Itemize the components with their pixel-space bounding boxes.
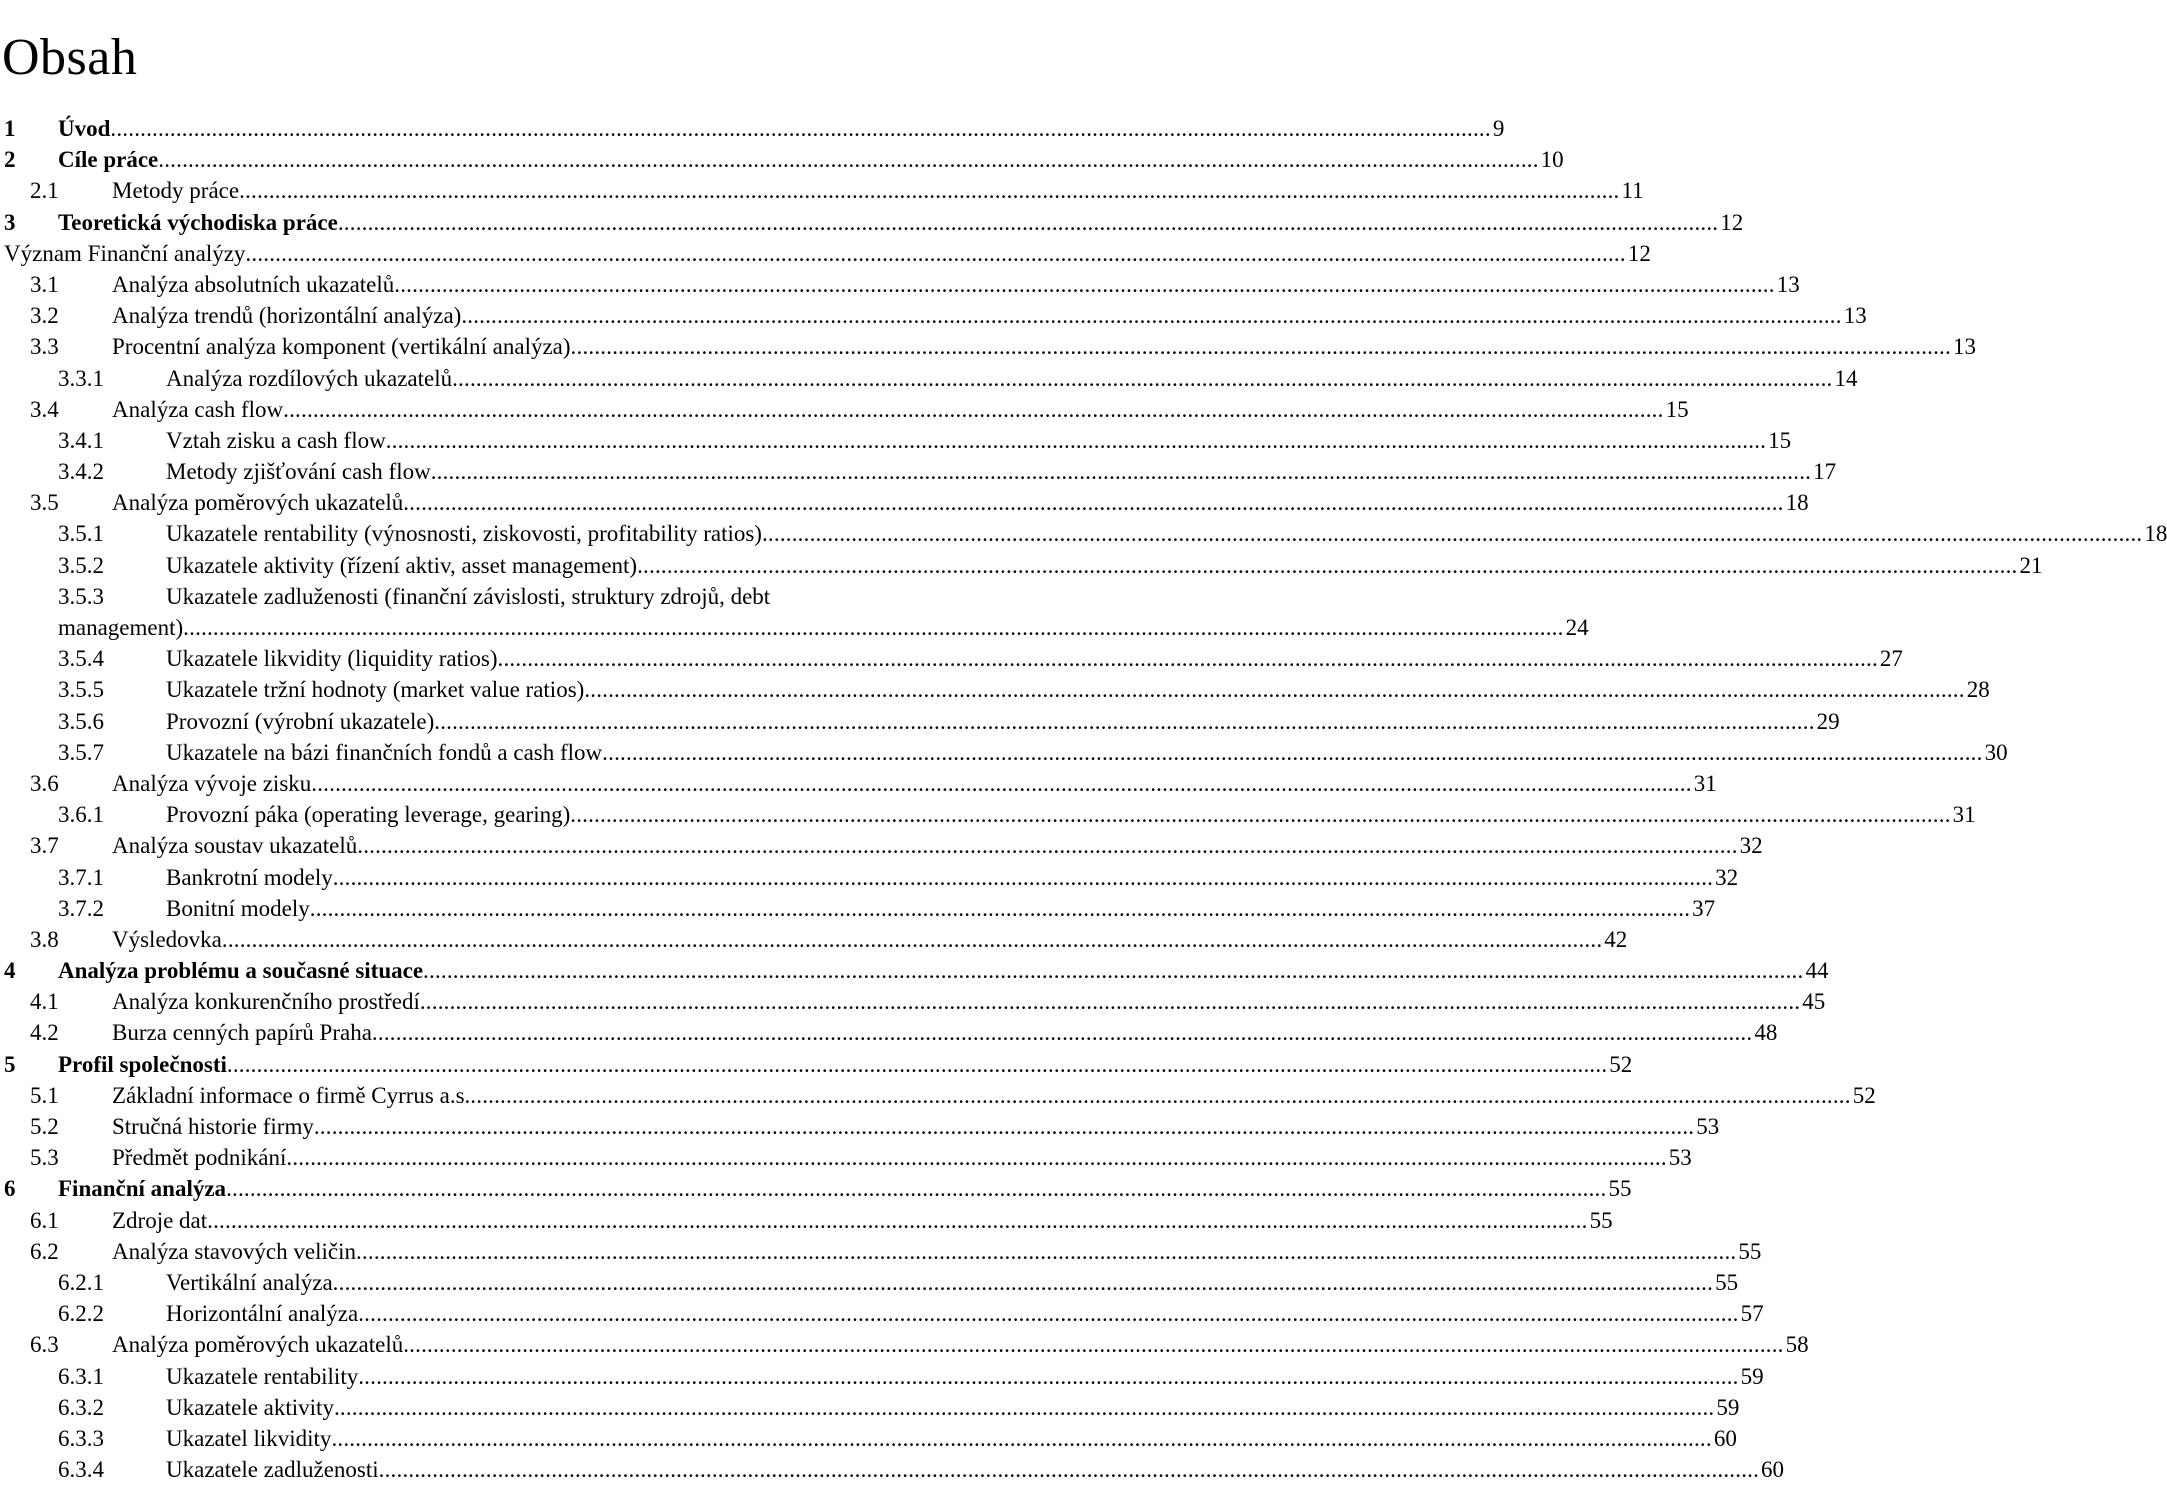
toc-entry[interactable] [0,238,1651,269]
toc-entry[interactable] [0,612,1589,643]
toc-entry-page: 31 [1952,802,1976,828]
toc-entry[interactable] [0,768,1717,799]
toc-entry-number: 3.1 [30,271,59,297]
toc-leader-dots [207,1205,1587,1236]
toc-entry-page: 45 [1802,989,1826,1015]
toc-leader-dots [420,986,1800,1017]
toc-entry-page: 55 [1738,1238,1762,1264]
toc-entry[interactable] [0,1017,1778,1048]
toc-entry-title: Ukazatele aktivity [166,1394,334,1420]
toc-entry[interactable] [0,1298,1764,1329]
toc-entry[interactable] [0,706,1840,737]
toc-entry-title: Ukazatele likvidity (liquidity ratios) [166,646,498,672]
toc-leader-dots [358,1361,1738,1392]
toc-leader-dots [470,1080,1850,1111]
toc-entry[interactable] [0,1392,1740,1423]
toc-leader-dots [358,1298,1738,1329]
toc-entry-page: 9 [1492,116,1505,141]
toc-entry-title: Zdroje dat [112,1207,208,1233]
toc-entry-number: 4.1 [30,989,59,1015]
toc-entry-number: 6.2.1 [58,1269,104,1295]
toc-entry-title: Analýza vývoje zisku [112,770,312,796]
toc-entry-title: Stručná historie firmy [112,1114,314,1139]
toc-entry-title: Základní informace o firmě Cyrrus a.s. [112,1082,471,1108]
toc-entry-page: 52 [1609,1051,1633,1077]
toc-entry[interactable] [0,113,1505,144]
toc-entry-title: Metody práce [112,178,240,204]
toc-entry-number: 6.3.3 [58,1425,104,1451]
toc-entry-page: 27 [1879,646,1903,672]
toc-entry-number: 3.7 [30,833,59,859]
toc-leader-dots [762,518,2142,549]
toc-entry-title: Metody zjišťování cash flow [166,459,431,485]
toc-entry[interactable] [0,207,1744,238]
toc-entry[interactable] [0,144,1564,175]
toc-entry-number: 3.7.1 [58,864,104,890]
toc-entry-page: 37 [1692,895,1716,921]
toc-leader-dots [637,550,2017,581]
toc-entry[interactable] [0,1329,1809,1360]
toc-leader-dots [434,706,1814,737]
toc-entry-number: 3.4 [30,396,59,422]
toc-leader-dots [379,1454,1759,1485]
toc-entry-number: 3.5.7 [58,739,104,765]
toc-leader-dots [394,269,1774,300]
toc-entry-number: 3.5.2 [58,552,104,578]
toc-entry-page: 11 [1621,178,1644,204]
toc-leader-dots [286,1142,1666,1173]
toc-entry-page: 53 [1668,1145,1692,1171]
toc-entry-title: Provozní (výrobní ukazatele) [166,708,435,734]
toc-entry-title: Ukazatele na bázi finančních fondů a cash flow [166,739,603,765]
toc-entry-number: 6.3.2 [58,1394,104,1420]
toc-entry-number: 6 [4,1176,16,1202]
toc-entry-title: Ukazatele tržní hodnoty (market value ratios) [166,677,585,703]
toc-entry-page: 58 [1785,1332,1809,1358]
toc-entry-number: 6.1 [30,1207,59,1233]
toc-entry-title: Analýza konkurenčního prostředí [112,989,420,1015]
toc-leader-dots [227,1049,1607,1080]
toc-entry-number: 3.8 [30,926,59,952]
toc-entry-number: 3.6.1 [58,802,104,828]
toc-entry[interactable] [0,1111,1720,1142]
toc-entry[interactable] [0,1080,1876,1111]
toc-entry[interactable] [0,674,1990,705]
toc-leader-dots [431,456,1811,487]
toc-entry[interactable] [0,487,1809,518]
toc-entry-number: 3.5.3 [58,583,104,609]
toc-entry-title: Ukazatele rentability [166,1363,359,1389]
toc-entry-page: 29 [1816,708,1840,734]
toc-entry-page: 55 [1589,1207,1613,1233]
toc-entry-title: Význam Finanční analýzy [4,240,246,266]
toc-entry-page: 15 [1768,427,1792,453]
toc-entry-title: Analýza poměrových ukazatelů [112,490,404,516]
toc-entry[interactable] [0,1205,1613,1236]
toc-leader-dots [310,893,1690,924]
toc-entry[interactable] [0,737,2008,768]
toc-entry[interactable] [0,1361,1764,1392]
toc-leader-dots [403,1329,1783,1360]
toc-entry-page: 53 [1696,1114,1720,1139]
toc-entry-page: 60 [1713,1425,1737,1451]
toc-entry-number: 3.5.5 [58,677,104,703]
toc-leader-dots [331,1423,1711,1454]
toc-entry-page: 42 [1604,926,1628,952]
toc-entry-title: Analýza cash flow [112,396,284,422]
toc-entry[interactable] [0,893,1716,924]
toc-leader-dots [183,612,1563,643]
toc-entry-number: 3.4.1 [58,427,104,453]
toc-entry-number: 6.3.1 [58,1363,104,1389]
toc-entry-title: Vztah zisku a cash flow [166,427,386,453]
toc-entry-page: 12 [1720,209,1744,235]
toc-entry[interactable] [0,331,1976,362]
toc-entry-title: Analýza poměrových ukazatelů [112,1332,404,1358]
toc-leader-dots [452,363,1832,394]
toc-leader-dots [222,924,1602,955]
toc-entry[interactable] [0,1267,1739,1298]
toc-leader-dots [333,862,1713,893]
toc-leader-dots [386,425,1766,456]
toc-entry-page: 18 [1785,490,1809,516]
toc-entry-page: 57 [1740,1301,1764,1327]
toc-entry-number: 3.7.2 [58,895,104,921]
toc-entry-page: 32 [1739,833,1763,859]
toc-entry-number: 3.5.6 [58,708,104,734]
toc-entry-page: 12 [1627,240,1651,266]
toc-entry[interactable] [0,550,2043,581]
toc-entry-number: 2 [4,147,16,173]
toc-entry-page: 60 [1761,1457,1785,1483]
toc-entry-page: 17 [1813,459,1837,485]
toc-entry[interactable] [0,955,1829,986]
toc-entry[interactable] [0,425,1792,456]
toc-entry-page: 21 [2019,552,2043,578]
toc-entry-page: 52 [1852,1082,1876,1108]
toc-entry-title: Procentní analýza komponent (vertikální analýza) [112,334,571,360]
toc-entry-page: 55 [1608,1176,1632,1202]
toc-entry[interactable] [0,862,1739,893]
toc-entry[interactable] [0,924,1628,955]
toc-leader-dots [158,144,1538,175]
toc-entry-number: 3 [4,209,16,235]
toc-entry[interactable] [0,1423,1737,1454]
toc-entry-title: Analýza trendů (horizontální analýza) [112,303,462,329]
toc-entry-number: 3.3 [30,334,59,360]
toc-leader-dots [357,830,1737,861]
toc-entry[interactable] [0,518,2167,549]
toc-leader-dots [461,300,1841,331]
toc-entry-number: 6.2 [30,1238,59,1264]
toc-entry-title: Ukazatel likvidity [166,1425,332,1451]
toc-entry-title: Ukazatele rentability (výnosnosti, ziskovosti, profitability ratios) [166,521,762,547]
page-title: Obsah [2,28,138,86]
table-of-contents [0,113,2167,1485]
toc-leader-dots [245,238,1625,269]
toc-entry-title: Analýza problému a současné situace [58,958,424,984]
toc-entry-title: Bonitní modely [166,895,310,921]
toc-entry-title: Ukazatele aktivity (řízení aktiv, asset management) [166,552,638,578]
toc-entry[interactable] [0,300,1867,331]
toc-entry-number: 6.2.2 [58,1301,104,1327]
toc-entry-title: Analýza absolutních ukazatelů [112,271,395,297]
toc-leader-dots [334,1392,1714,1423]
toc-leader-dots [110,113,1490,144]
toc-entry[interactable] [0,643,1903,674]
toc-entry-title: Provozní páka (operating leverage, gearing) [166,802,571,828]
toc-leader-dots [226,1173,1606,1204]
toc-entry-page: 13 [1843,303,1867,329]
toc-leader-dots [283,394,1663,425]
toc-entry[interactable] [0,581,960,612]
toc-entry[interactable] [0,830,1763,861]
toc-entry[interactable] [0,1236,1762,1267]
toc-leader-dots [311,768,1691,799]
toc-entry-title: Předmět podnikání [112,1145,287,1171]
toc-entry-page: 10 [1540,147,1564,173]
toc-leader-dots [333,1267,1713,1298]
toc-entry-number: 3.2 [30,303,59,329]
toc-entry-title: Profil společnosti [58,1051,227,1077]
toc-entry-page: 59 [1740,1363,1764,1389]
toc-entry-page: 32 [1715,864,1739,890]
toc-entry-title: Vertikální analýza [166,1269,333,1295]
toc-entry[interactable] [0,363,1858,394]
toc-leader-dots [584,674,1964,705]
toc-leader-dots [571,331,1951,362]
toc-entry-title: Výsledovka [112,926,222,952]
toc-entry[interactable] [0,799,1976,830]
toc-entry-number: 4.2 [30,1020,59,1046]
toc-entry[interactable] [0,1173,1632,1204]
toc-entry-title: Ukazatele zadluženosti [166,1457,379,1483]
toc-entry-page: 44 [1805,958,1829,984]
toc-entry-title: Analýza rozdílových ukazatelů [166,365,453,391]
toc-entry-number: 3.6 [30,770,59,796]
toc-entry[interactable] [0,456,1837,487]
toc-entry-title: Finanční analýza [58,1176,227,1202]
toc-leader-dots [570,799,1950,830]
toc-leader-dots [403,487,1783,518]
toc-entry-number: 3.5.1 [58,521,104,547]
toc-entry-page: 24 [1565,615,1589,640]
toc-entry-number: 6.3.4 [58,1457,104,1483]
toc-leader-dots [423,955,1803,986]
toc-entry[interactable] [0,1049,1633,1080]
toc-entry-number: 3.3.1 [58,365,104,391]
toc-entry-number: 4 [4,958,16,984]
toc-leader-dots [602,737,1982,768]
toc-entry-number: 1 [4,116,16,141]
toc-entry-number: 3.5.4 [58,646,104,672]
toc-entry-title: Teoretická východiska práce [58,209,338,235]
toc-entry-page: 31 [1693,770,1717,796]
toc-entry-title: Bankrotní modely [166,864,333,890]
toc-entry-title: Úvod [58,116,111,141]
toc-entry[interactable] [0,269,1800,300]
toc-entry[interactable] [0,175,1644,206]
toc-leader-dots [356,1236,1736,1267]
toc-entry-title: Analýza soustav ukazatelů [112,833,358,859]
toc-entry-title: management) [58,615,184,640]
toc-entry-number: 3.5 [30,490,59,516]
toc-entry-page: 13 [1776,271,1800,297]
toc-entry-number: 5.1 [30,1082,59,1108]
toc-entry[interactable] [0,986,1826,1017]
toc-entry-title: Burza cenných papírů Praha [112,1020,372,1046]
toc-entry-page: 14 [1834,365,1858,391]
toc-leader-dots [498,643,1878,674]
toc-leader-dots [314,1111,1694,1142]
toc-entry-page: 59 [1716,1394,1740,1420]
toc-entry-number: 5 [4,1051,16,1077]
toc-entry-number: 3.4.2 [58,459,104,485]
toc-entry-number: 2.1 [30,178,59,204]
toc-entry-title: Cíle práce [58,147,159,173]
toc-entry[interactable] [0,394,1689,425]
toc-leader-dots [372,1017,1752,1048]
toc-entry-page: 13 [1952,334,1976,360]
toc-entry-number: 5.2 [30,1114,59,1139]
toc-entry[interactable] [0,1454,1785,1485]
toc-entry-page: 18 [2144,521,2167,547]
toc-entry-page: 30 [1984,739,2008,765]
toc-entry-page: 55 [1715,1269,1739,1295]
toc-entry-page: 48 [1754,1020,1778,1046]
toc-entry-page: 28 [1966,677,1990,703]
toc-leader-dots [239,175,1619,206]
toc-entry-title: Analýza stavových veličin [112,1238,356,1264]
toc-entry-title: Ukazatele zadluženosti (finanční závislosti, struktury zdrojů, debt [166,583,771,609]
toc-entry-number: 5.3 [30,1145,59,1171]
toc-entry-page: 15 [1665,396,1689,422]
toc-entry-number: 6.3 [30,1332,59,1358]
toc-entry[interactable] [0,1142,1692,1173]
toc-leader-dots [338,207,1718,238]
toc-entry-title: Horizontální analýza [166,1301,359,1327]
